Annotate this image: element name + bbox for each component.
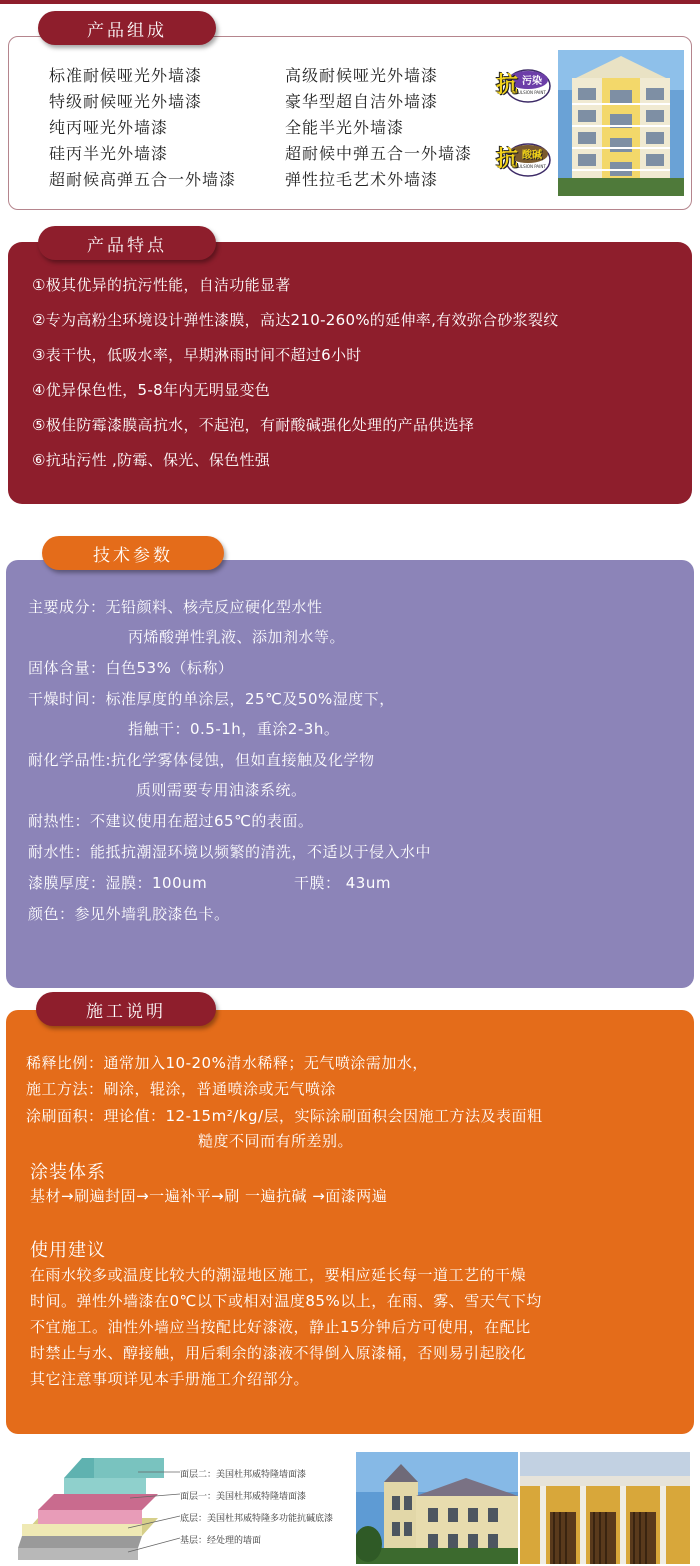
list-item: 超耐候高弹五合一外墙漆 <box>49 170 237 189</box>
coating-system-heading: 涂装体系 <box>30 1162 106 1183</box>
list-item: 高级耐候哑光外墙漆 <box>285 66 439 85</box>
feature-item: ⑤极佳防霉漆膜高抗水，不起泡，有耐酸碱强化处理的产品供选择 <box>32 416 475 434</box>
advice-line: 时禁止与水、醇接触，用后剩余的漆液不得倒入原漆桶，否则易引起胶化 <box>30 1344 527 1362</box>
composition-list-left <box>49 63 236 193</box>
tech-line: 耐热性：不建议使用在超过65℃的表面。 <box>28 812 314 830</box>
layer-label: 面层二：美国杜邦威特隆墙面漆 <box>180 1470 307 1480</box>
construction-line: 涂刷面积：理论值：12-15m²/kg/层，实际涂刷面积会因施工方法及表面粗 <box>26 1107 543 1125</box>
features-panel <box>8 242 692 504</box>
tech-line: 指触干：0.5-1h，重涂2-3h。 <box>128 720 340 738</box>
feature-item: ②专为高粉尘环境设计弹性漆膜，高达210-260%的延伸率,有效弥合砂浆裂纹 <box>32 311 559 329</box>
anti-pollution-badge-icon: 抗 污染 EMULSION PAINT <box>496 66 552 104</box>
list-item: 纯丙哑光外墙漆 <box>49 118 169 137</box>
layer-label: 基层：经处理的墙面 <box>180 1536 262 1546</box>
tech-line: 颜色：参见外墙乳胶漆色卡。 <box>28 905 230 923</box>
construction-line: 施工方法：刷涂，辊涂，普通喷涂或无气喷涂 <box>26 1080 337 1098</box>
section-title: 产品特点 <box>87 235 167 256</box>
advice-line: 时间。弹性外墙漆在0℃以下或相对温度85%以上，在雨、雾、雪天气下均 <box>30 1292 542 1310</box>
tech-line: 固体含量：白色53%（标称） <box>28 659 234 677</box>
features-list <box>22 260 686 474</box>
section-title: 施工说明 <box>86 1001 166 1022</box>
villa-photo <box>356 1452 518 1564</box>
list-item: 标准耐候哑光外墙漆 <box>49 66 203 85</box>
courtyard-photo <box>520 1452 690 1564</box>
advice-line: 在雨水较多或温度比较大的潮湿地区施工，要相应延长每一道工艺的干燥 <box>30 1266 527 1284</box>
advice-line: 其它注意事项详见本手册施工介绍部分。 <box>30 1370 310 1388</box>
tech-line: 耐化学品性:抗化学雾体侵蚀，但如直接触及化学物 <box>28 751 375 769</box>
list-item: 特级耐候哑光外墙漆 <box>49 92 203 111</box>
anti-acid-alkali-badge-icon: 抗 酸碱 EMULSION PAINT <box>496 140 552 178</box>
tech-line: 耐水性：能抵抗潮湿环境以频繁的清洗，不适以于侵入水中 <box>28 843 432 861</box>
tech-params-panel <box>6 560 694 988</box>
section-title: 技术参数 <box>93 545 173 566</box>
building-photo <box>558 50 684 196</box>
layer-label: 底层：美国杜邦威特隆多功能抗碱底漆 <box>180 1514 334 1524</box>
feature-item: ⑥抗玷污性 ,防霉、保光、保色性强 <box>32 451 271 469</box>
list-item: 超耐候中弹五合一外墙漆 <box>285 144 473 163</box>
tech-line: 质则需要专用油漆系统。 <box>136 781 307 799</box>
construction-line: 糙度不同而有所差别。 <box>198 1132 354 1150</box>
construction-line: 稀释比例：通常加入10-20%清水稀释；无气喷涂需加水， <box>26 1054 428 1072</box>
advice-line: 不宜施工。油性外墙应当按配比好漆液，静止15分钟后方可使用，在配比 <box>30 1318 531 1336</box>
section-tab-construction <box>36 992 216 1026</box>
usage-advice-heading: 使用建议 <box>30 1240 106 1261</box>
feature-item: ①极其优异的抗污性能，自洁功能显著 <box>32 276 291 294</box>
tech-line: 丙烯酸弹性乳液、添加剂水等。 <box>128 628 346 646</box>
layer-label: 面层一：美国杜邦威特隆墙面漆 <box>180 1492 307 1502</box>
construction-panel <box>6 1010 694 1434</box>
list-item: 全能半光外墙漆 <box>285 118 405 137</box>
feature-item: ③表干快，低吸水率，早期淋雨时间不超过6小时 <box>32 346 362 364</box>
section-title: 产品组成 <box>87 20 167 41</box>
tech-line: 干燥时间：标准厚度的单涂层，25℃及50%湿度下， <box>28 690 395 708</box>
coating-layer-diagram <box>8 1448 348 1562</box>
section-tab-features <box>38 226 216 260</box>
list-item: 豪华型超自洁外墙漆 <box>285 92 439 111</box>
list-item: 硅丙半光外墙漆 <box>49 144 169 163</box>
top-border-line <box>0 0 700 4</box>
tech-line: 主要成分：无铅颜料、核壳反应硬化型水性 <box>28 598 323 616</box>
section-tab-composition <box>38 11 216 45</box>
list-item: 弹性拉毛艺术外墙漆 <box>285 170 439 189</box>
feature-item: ④优异保色性，5-8年内无明显变色 <box>32 381 271 399</box>
section-tab-tech <box>42 536 224 570</box>
coating-system-flow: 基材→刷遍封固→一遍补平→刷 一遍抗碱 →面漆两遍 <box>30 1187 388 1205</box>
tech-line: 干膜： 43um <box>294 874 391 892</box>
tech-line: 漆膜厚度：湿膜：100um <box>28 874 208 892</box>
composition-list-right <box>285 63 472 193</box>
